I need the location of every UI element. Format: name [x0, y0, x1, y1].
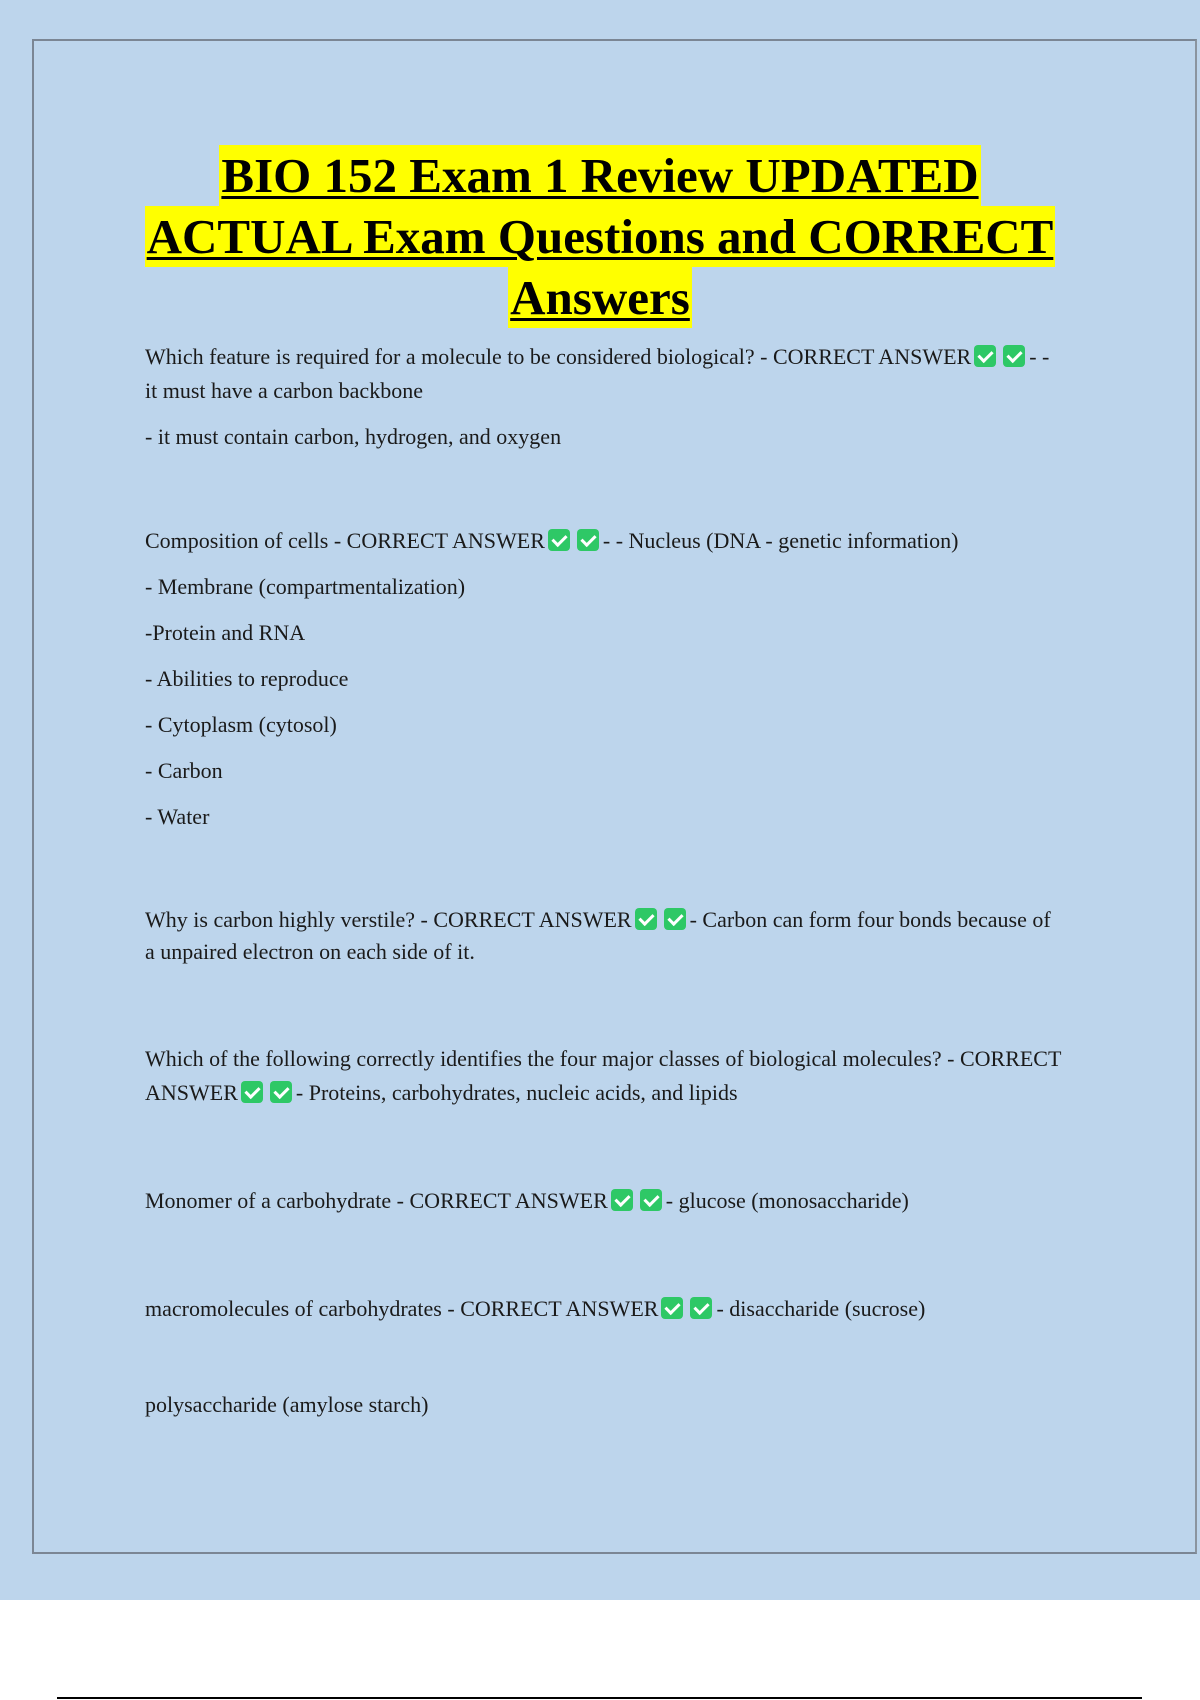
- answer-extra-line: - it must contain carbon, hydrogen, and oxygen: [145, 424, 562, 449]
- answer-extra-line: - Abilities to reproduce: [145, 666, 349, 691]
- qa-item-3: [145, 904, 1065, 968]
- qa-line: [145, 1042, 1065, 1110]
- qa-item-1: [145, 340, 1065, 454]
- title-line-2: ACTUAL Exam Questions and CORRECT: [145, 206, 1056, 267]
- answer-text: - - Nucleus (DNA - genetic information): [602, 528, 959, 553]
- qa-line: [145, 524, 1065, 558]
- question-text: Composition of cells - CORRECT ANSWER: [145, 528, 545, 553]
- qa-item-2: [145, 524, 1065, 834]
- answer-extra-line: - Carbon: [145, 758, 223, 783]
- qa-item-5: [145, 1184, 1065, 1218]
- answer-extra-line: -Protein and RNA: [145, 620, 306, 645]
- qa-line: [145, 340, 1065, 408]
- title-line-1: BIO 152 Exam 1 Review UPDATED: [219, 145, 980, 206]
- check-box-icon: [611, 1189, 633, 1211]
- answer-text: - - it must have a carbon backbone: [145, 344, 1050, 403]
- answer-text: - disaccharide (sucrose): [716, 1296, 926, 1321]
- question-text: macromolecules of carbohydrates - CORRECT ANSWER: [145, 1296, 659, 1321]
- question-text: Why is carbon highly verstile? - CORRECT ANSWER: [145, 907, 632, 932]
- qa-line: [145, 1292, 1065, 1326]
- document-title: [0, 145, 1200, 328]
- check-box-icon: [974, 345, 996, 367]
- answer-extra-line: polysaccharide (amylose starch): [145, 1392, 429, 1417]
- check-box-icon: [640, 1189, 662, 1211]
- check-box-icon: [690, 1297, 712, 1319]
- check-box-icon: [1003, 345, 1025, 367]
- qa-line: [145, 1184, 1065, 1218]
- question-text: Which feature is required for a molecule to be considered biological? - CORRECT ANSWER: [145, 344, 972, 369]
- document-body: [145, 340, 1065, 1434]
- check-box-icon: [270, 1081, 292, 1103]
- question-text: Monomer of a carbohydrate - CORRECT ANSWER: [145, 1188, 608, 1213]
- answer-text: - Carbon can form four bonds because of a unpaired electron on each side of it.: [145, 907, 1051, 964]
- check-box-icon: [241, 1081, 263, 1103]
- answer-text: - Proteins, carbohydrates, nucleic acids, and lipids: [295, 1080, 738, 1105]
- answer-extra-line: - Cytoplasm (cytosol): [145, 712, 337, 737]
- check-box-icon: [664, 908, 686, 930]
- check-box-icon: [635, 908, 657, 930]
- question-text: Which of the following correctly identifies the four major classes of biological molecules? - CORRECT ANSWER: [145, 1046, 1062, 1105]
- bottom-rule: [57, 1697, 1142, 1699]
- answer-extra-line: - Water: [145, 804, 210, 829]
- check-box-icon: [661, 1297, 683, 1319]
- qa-line: [145, 904, 1065, 968]
- qa-item-6: [145, 1292, 1065, 1422]
- check-box-icon: [577, 529, 599, 551]
- answer-extra-line: - Membrane (compartmentalization): [145, 574, 466, 599]
- check-box-icon: [548, 529, 570, 551]
- title-line-3: Answers: [508, 267, 692, 328]
- answer-text: - glucose (monosaccharide): [665, 1188, 909, 1213]
- qa-item-4: [145, 1042, 1065, 1110]
